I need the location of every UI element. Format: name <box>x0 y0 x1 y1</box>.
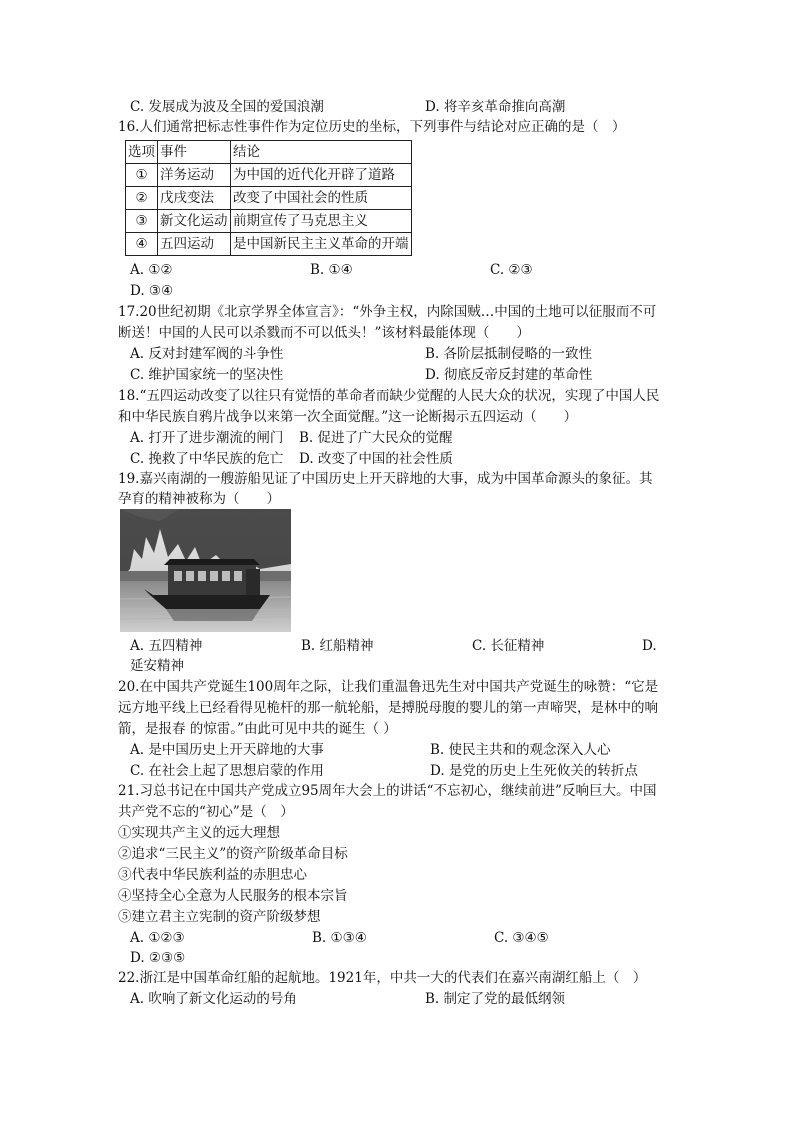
option-b: B. 使民主共和的观念深入人心 <box>430 742 611 758</box>
option-c: C. ②③ <box>490 262 533 278</box>
question-20-stem-line1: 20.在中国共产党诞生100周年之际，让我们重温鲁迅先生对中国共产党诞生的咏赞：“它是 <box>118 679 659 695</box>
option-d-label: D. <box>642 638 657 654</box>
option-c: C. 长征精神 <box>472 638 545 654</box>
option-d: D. ②③⑤ <box>130 950 186 966</box>
table-cell: 为中国的近代化开辟了道路 <box>231 164 412 187</box>
question-19-stem-line1: 19.嘉兴南湖的一艘游船见证了中国历史上开天辟地的大事，成为中国革命源头的象征。其 <box>118 471 653 487</box>
question-18-stem-line1: 18.“五四运动改变了以往只有觉悟的革命者而缺少觉醒的人民大众的状况，实现了中国人民 <box>118 388 660 404</box>
table-cell: 是中国新民主主义革命的开端 <box>231 233 412 256</box>
list-item: ③代表中华民族利益的赤胆忠心 <box>118 867 307 883</box>
list-item: ⑤建立君主立宪制的资产阶级梦想 <box>118 909 321 925</box>
question-16-stem: 16.人们通常把标志性事件作为定位历史的坐标，下列事件与结论对应正确的是（ ） <box>118 119 626 135</box>
table-header-cell: 选项 <box>126 141 158 164</box>
option-c: C. 挽救了中华民族的危亡 <box>130 451 284 467</box>
option-d: D. 彻底反帝反封建的革命性 <box>425 367 593 383</box>
option-b: B. ①③④ <box>312 930 367 946</box>
table-cell: ③ <box>126 210 158 233</box>
option-d: D. 改变了中国的社会性质 <box>299 451 453 467</box>
option-c: C. 维护国家统一的坚决性 <box>130 367 284 383</box>
question-19-stem-line2: 孕育的精神被称为（ ） <box>118 491 280 507</box>
table-cell: 戊戌变法 <box>158 187 231 210</box>
question-20-stem-line2: 远方地平线上已经看得见桅杆的那一航轮船，是搏脱母腹的婴儿的第一声啼哭，是林中的响 <box>118 700 658 716</box>
option-b: B. 制定了党的最低纲领 <box>425 991 566 1007</box>
option-a: A. 打开了进步潮流的闸门 <box>130 430 284 446</box>
question-21-stem-line2: 共产党不忘的“初心”是（ ） <box>118 804 294 820</box>
table-cell: 改变了中国社会的性质 <box>231 187 412 210</box>
question-17-stem-line2: 断送！中国的人民可以杀戮而不可以低头！”该材料最能体现（ ） <box>118 325 530 341</box>
table-cell: 前期宣传了马克思主义 <box>231 210 412 233</box>
option-c: C. 发展成为波及全国的爱国浪潮 <box>130 99 324 115</box>
question-21-stem-line1: 21.习总书记在中国共产党成立95周年大会上的讲话“不忘初心，继续前进”反响巨大。中国 <box>118 783 657 799</box>
option-a: A. 吹响了新文化运动的号角 <box>130 991 297 1007</box>
option-d: D. 将辛亥革命推向高潮 <box>425 99 566 115</box>
option-d: 延安精神 <box>130 658 184 674</box>
option-a: A. ①② <box>130 262 173 278</box>
table-cell: 洋务运动 <box>158 164 231 187</box>
list-item: ④坚持全心全意为人民服务的根本宗旨 <box>118 888 348 904</box>
question-22-stem: 22.浙江是中国革命红船的起航地。1921年，中共一大的代表们在嘉兴南湖红船上（ ） <box>118 970 647 986</box>
list-item: ①实现共产主义的远大理想 <box>118 825 280 841</box>
boat-image <box>120 509 291 632</box>
option-d: D. 是党的历史上生死攸关的转折点 <box>430 763 638 779</box>
table-row <box>126 210 412 233</box>
table-cell: 新文化运动 <box>158 210 231 233</box>
table-row <box>126 164 412 187</box>
table-row <box>126 233 412 256</box>
table-header-cell: 事件 <box>158 141 231 164</box>
option-a: A. 五四精神 <box>130 638 203 654</box>
table-row <box>126 187 412 210</box>
table-header-cell: 结论 <box>231 141 412 164</box>
option-b: B. 各阶层抵制侵略的一致性 <box>425 346 593 362</box>
table-cell: ① <box>126 164 158 187</box>
option-c: C. ③④⑤ <box>494 930 549 946</box>
table-cell: ④ <box>126 233 158 256</box>
option-a: A. ①②③ <box>130 930 185 946</box>
question-18-stem-line2: 和中华民族自鸦片战争以来第一次全面觉醒。”这一论断揭示五四运动（ ） <box>118 409 578 425</box>
option-d: D. ③④ <box>130 283 174 299</box>
list-item: ②追求“三民主义”的资产阶级革命目标 <box>118 846 348 862</box>
question-20-stem-line3: 箭，是报春 的惊雷。”由此可见中共的诞生（ ） <box>118 721 397 737</box>
question-17-stem-line1: 17.20世纪初期《北京学界全体宣言》：“外争主权，内除国贼…中国的土地可以征服而不可 <box>118 304 657 320</box>
red-boat-photo <box>120 509 291 632</box>
question-16-table <box>125 140 412 256</box>
option-b: B. ①④ <box>310 262 353 278</box>
option-a: A. 反对封建军阀的斗争性 <box>130 346 284 362</box>
option-a: A. 是中国历史上开天辟地的大事 <box>130 742 324 758</box>
option-b: B. 红船精神 <box>301 638 374 654</box>
option-b: B. 促进了广大民众的觉醒 <box>299 430 453 446</box>
table-header-row <box>126 141 412 164</box>
table-cell: 五四运动 <box>158 233 231 256</box>
option-c: C. 在社会上起了思想启蒙的作用 <box>130 763 324 779</box>
table-cell: ② <box>126 187 158 210</box>
